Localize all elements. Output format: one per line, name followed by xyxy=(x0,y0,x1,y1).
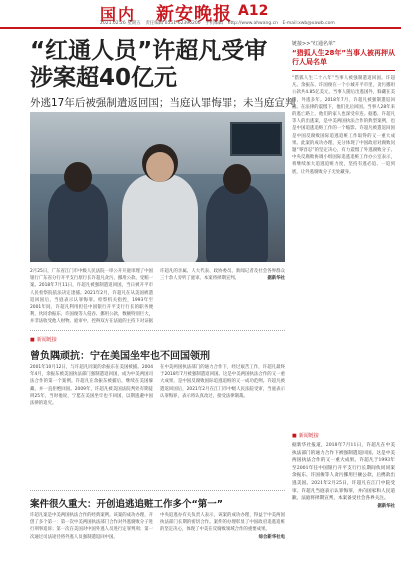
main-body-continued: 许超凡的亲属、人大代表、政协委员、新闻记者及社会各界群众三十余人旁听了庭审。本案将择期宣判。 xyxy=(160,269,285,282)
sidebar-title: “猎狐人生28年”当事人被再押从行人局名单 xyxy=(292,49,395,66)
side-note-text: 据新华社报道，2018年7月11日，许超凡在中美执法部门的通力合作下被强制遣返回国。这是中美两国执法合作的又一重大成果。许超凡于1993年至2001年任中国银行开平支行行长期间伙同同案余振东、许国俊等人贪污挪用巨额公款，后携款出逃美国。2021年2月25日，许超凡在江门中院受审。许超凡当庭表示认罪悔罪，并向国家和人民道歉。法庭将择期宣判，本案备受社会各界关注。 xyxy=(292,443,395,502)
section3-headline: 案件很久重大：开创追逃追赃工作多个“第一” xyxy=(30,499,223,510)
section2-col2: 在中美两国执法部门的通力合作下，经过艰苦工作，许超凡最终于2018年7月被强制遣返回国。这是中美两国执法合作的又一重大成果，是中国反腐败国际追逃追赃的又一成功范例。许超凡被遣返回国后，2021年2月在江门市中级人民法院受审，当庭表示认罪悔罪，表示将认真改过、接受法律制裁。 xyxy=(160,365,285,399)
masthead xyxy=(0,0,401,26)
side-note-label: ■ 新闻链接 xyxy=(292,432,319,439)
newspaper-logo: 新安晚报 xyxy=(156,4,232,25)
side-note-body xyxy=(292,442,395,578)
section-divider xyxy=(30,490,285,491)
main-subheadline: 外逃17年后被强制遣返回国；当庭认罪悔罪；未当庭宣判 xyxy=(30,97,296,109)
header-divider xyxy=(0,27,401,29)
main-headline: “红通人员”许超凡受审 涉案超40亿元 xyxy=(30,38,268,91)
sidebar-divider xyxy=(292,70,395,71)
news-link-label: ■ 新闻链接 xyxy=(30,336,57,343)
page-number: A12 xyxy=(238,3,269,19)
section3-col1: 许超凡案是中美两国执法合作的经典案例。该案的成功办理，开创了多个第一：第一次中美两国执法部门合作对外逃腐败分子进行刑事追诉；第一次在美国对中国外逃人员进行定罪判刑；第一次通过司法途径将外逃人员强制遣返回中国。 xyxy=(30,513,153,540)
section2-headline: 曾负隅顽抗：宁在美国坐牢也不回国领刑 xyxy=(30,351,210,362)
courtroom-photo xyxy=(30,112,285,262)
section-name: 国内 xyxy=(100,5,137,24)
sidebar-kicker: 链接>>“红通名单” xyxy=(292,41,336,47)
section2-col1: 2001年10月12日，与许超凡同案的余振东在美国被捕。2004年4月，余振东被美国执法部门强制遣返回国，成为中美两国司法合作的第一个案例。许超凡在余振东被捕后，继续在美国躲藏，并一直拒绝回国。2009年，许超凡被美国法院判处有期徒刑25年，当时他说，宁愿在美国坐牢也不回国，以期逃避中国法律的追究。 xyxy=(30,365,153,407)
section3-col2 xyxy=(160,512,285,576)
section3-byline: 综合新华社电 xyxy=(258,534,285,540)
tv-screen xyxy=(230,122,282,156)
section-divider xyxy=(30,330,285,331)
main-body-col2 xyxy=(160,268,285,324)
side-note-byline: 据新华社 xyxy=(377,503,395,509)
main-byline: 据新华社 xyxy=(267,276,285,282)
main-body-col1: 2月25日，广东省江门市中级人民法院一审公开开庭审理了中国银行广东省分行开平支行原行长许超凡贪污、挪用公款、受贿一案。2018年7月11日，许超凡被强制遣返回国，当日被开平市人民检察院依法决定逮捕。2021年2月，许超凡在从美国被遣返回国后，当庭表示认罪悔罪。检察机关指控，1993年至2001年间，许超凡利用担任中国银行开平支行行长的职务便利，伙同余振东、许国俊等人侵吞、挪用公款，数额特别巨大，并非法收受他人财物。庭审中，控辩双方在法庭的主持下对证据 xyxy=(30,269,153,324)
header-meta: 2021.02.26 星期五 责任编辑 0551-62396200 手机编辑 http://www.ahwang.cn E-mail:xwb@xawb.com xyxy=(100,21,335,26)
sidebar-body: “猎狐人生二十八年”当事人被强制遣返回国。许超凡、余振东、许国俊在一个小城开平市里，贪污挪用公款共4.85亿美元，当事人随后出逃国外，躲藏在美国，外逃多年。2018年7月，许超凡被强制遣返回国。在法律的震慑下，他们先后回国。当事人28年来的逃亡路上，他们的家人也深受牵连。据悉，许超凡等人的出逃案，是中美两国执法合作的典型案例，也是中国追逃追赃工作的一个缩影。许超凡被遣返回国是中国反腐败国际追逃追赃工作取得的又一重大成果。此案的成功办理，充分体现了中国政府对腐败问题“零容忍”的坚定决心，有力震慑了外逃腐败分子。中央反腐败协调小组国际追逃追赃工作办公室表示，将继续加大追逃追赃力度，坚持有逃必追、一追到底，让外逃腐败分子无处藏身。 xyxy=(292,76,395,175)
sidebar-box xyxy=(292,40,395,313)
section3-col2-text: 中央追逃办有关负责人表示，该案的成功办理，得益于中美两国执法部门长期的密切合作。案件的办理彰显了中国政府追逃追赃的坚定决心，体现了中美在反腐败领域合作的重要成果。 xyxy=(160,513,285,533)
